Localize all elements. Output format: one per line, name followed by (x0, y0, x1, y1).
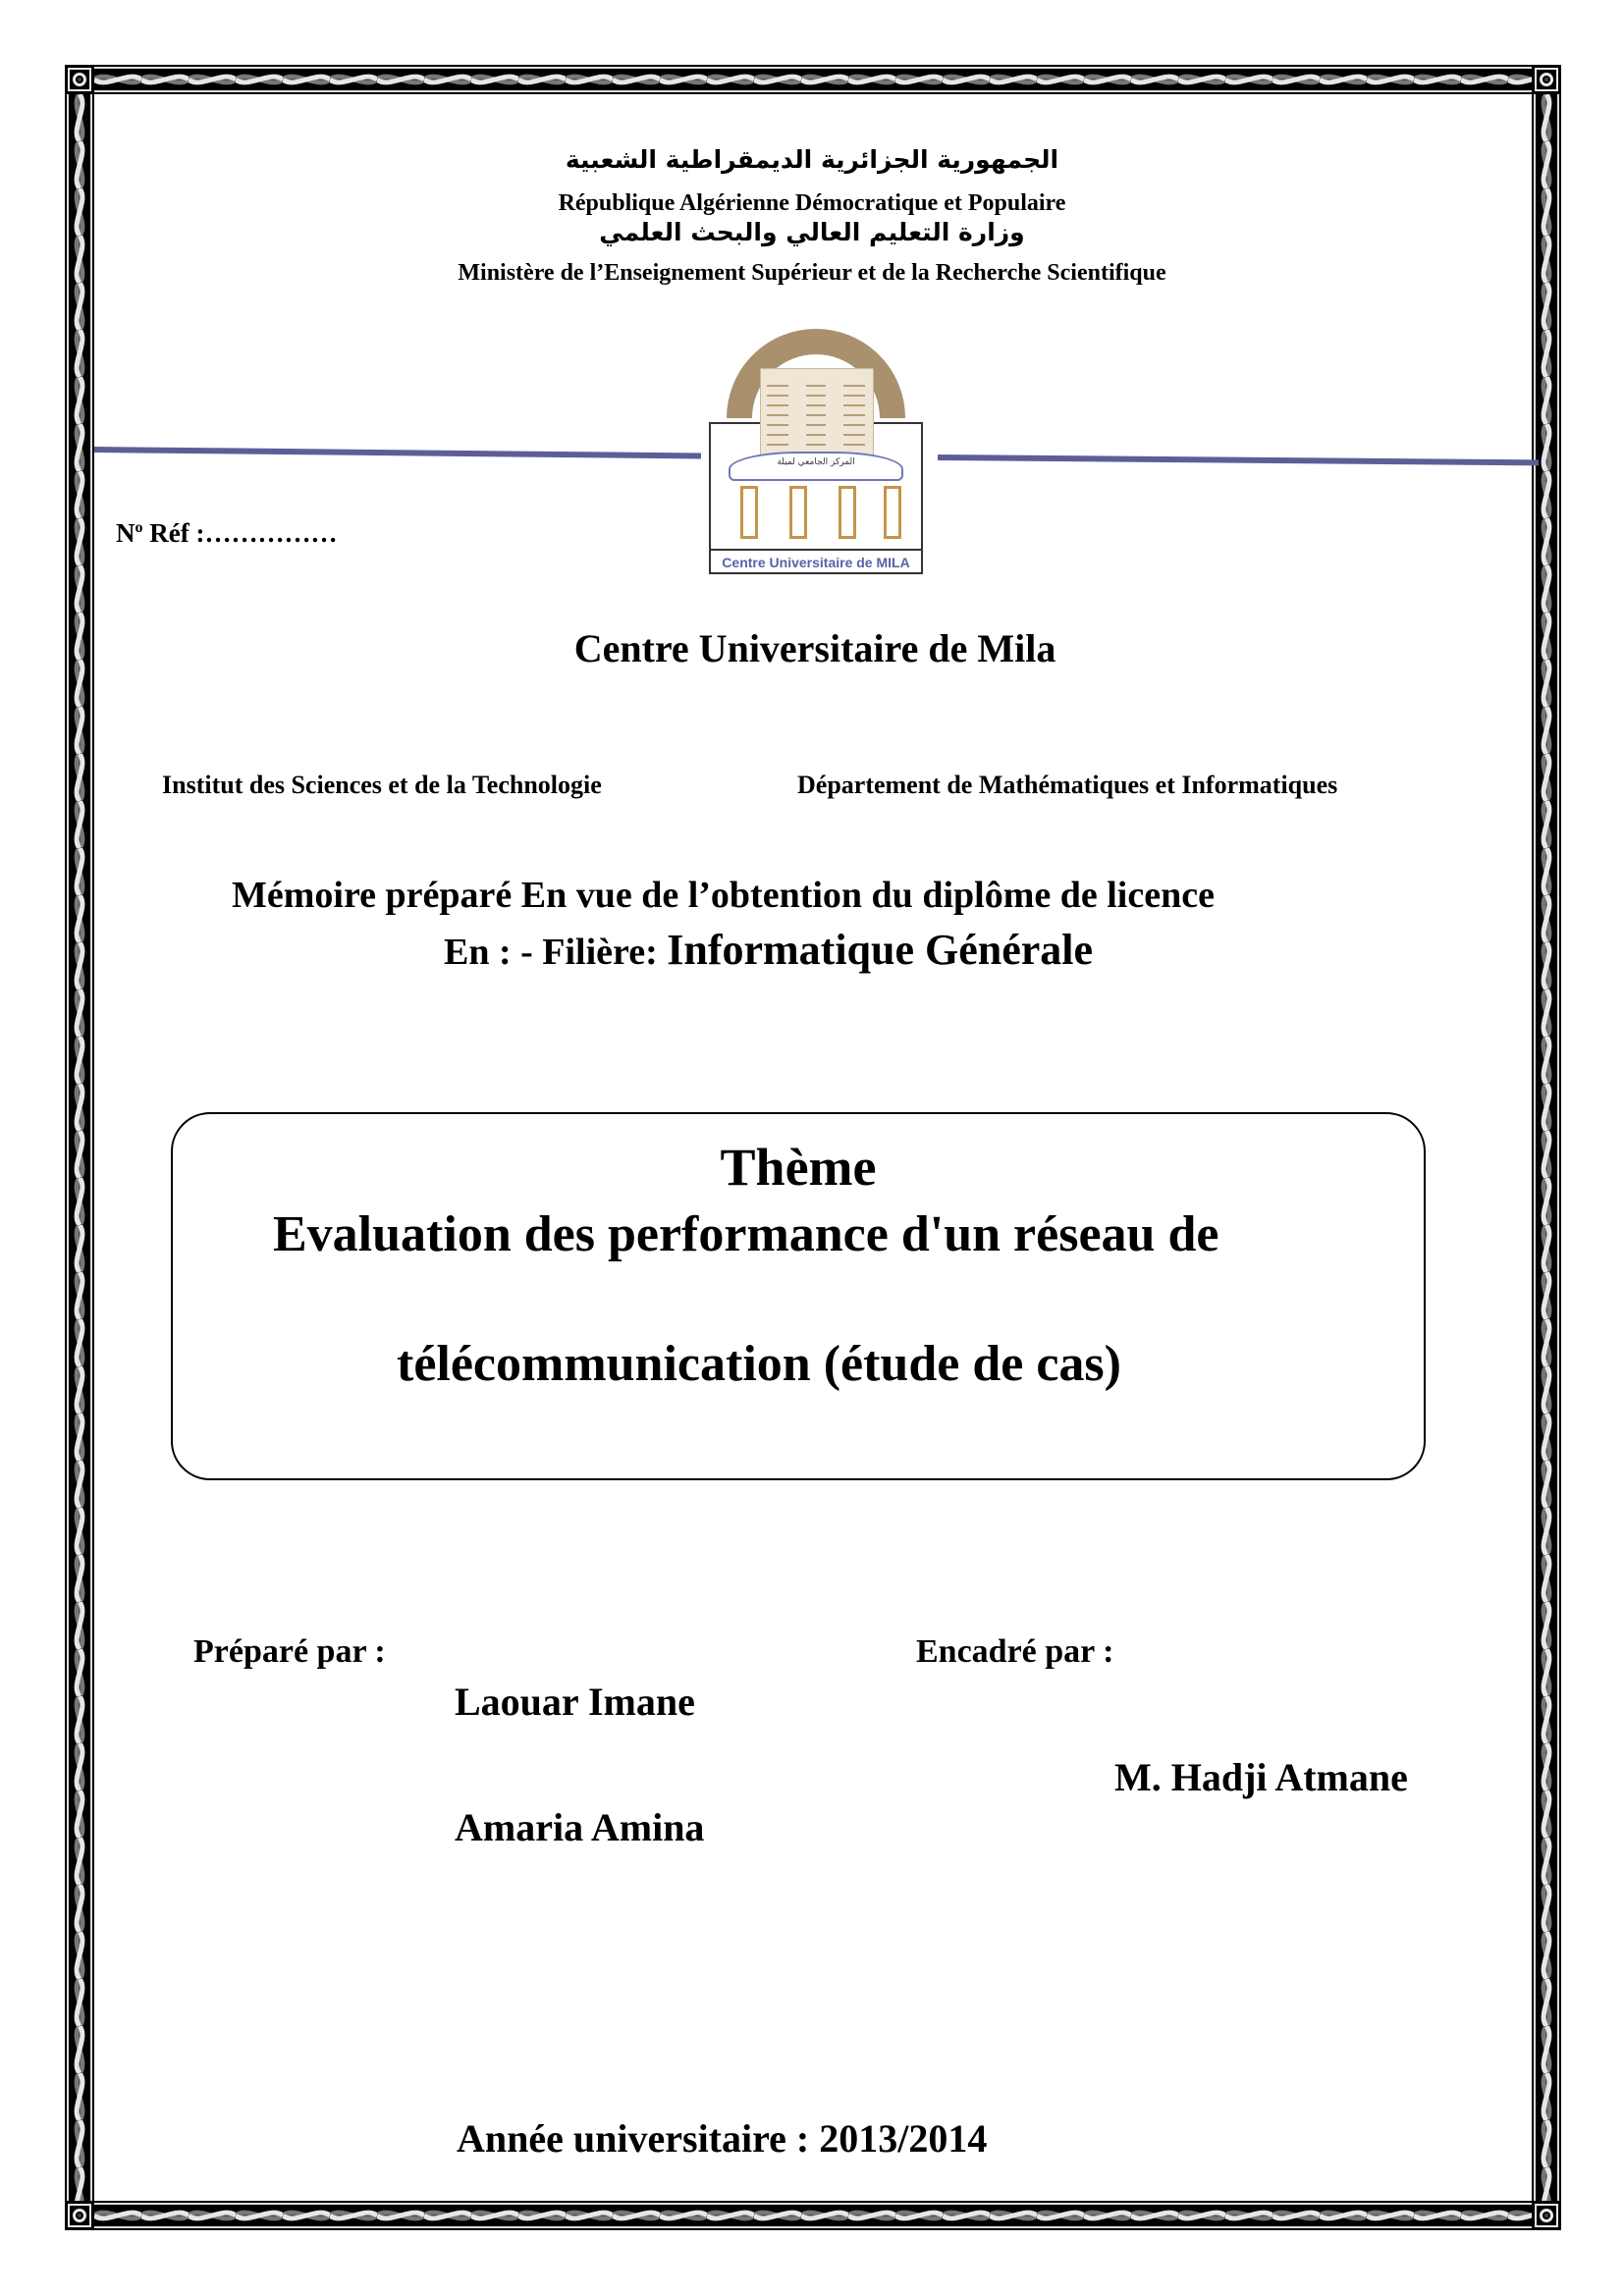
student-name: Laouar Imane (455, 1680, 695, 1724)
logo-pillar (789, 486, 807, 539)
logo-caption: Centre Universitaire de MILA (711, 549, 921, 574)
border-top (94, 65, 1532, 94)
supervisor-name: M. Hadji Atmane (1114, 1755, 1408, 1799)
degree-line-1: Mémoire préparé En vue de l’obtention du diplôme de licence (232, 875, 1215, 916)
logo-pillar (839, 486, 856, 539)
braid-pattern-bottom (94, 2201, 1532, 2230)
border-corner-ornament (65, 65, 94, 94)
institute-name: Institut des Sciences et de la Technologie (162, 771, 602, 799)
logo-open-book (729, 452, 903, 481)
theme-title-line-1: Evaluation des performance d'un réseau de (273, 1206, 1219, 1262)
degree-line-2 (444, 925, 1093, 975)
header-arabic-ministry: وزارة التعليم العالي والبحث العلمي (599, 218, 1025, 246)
reference-label-rest: Réf :…………… (142, 518, 338, 548)
logo-pillar (740, 486, 758, 539)
university-logo (709, 329, 925, 576)
institution-name: Centre Universitaire de Mila (573, 626, 1056, 670)
theme-title-line-2: télécommunication (étude de cas) (397, 1336, 1121, 1392)
logo-pillar (884, 486, 901, 539)
reference-label-sup: o (135, 519, 143, 536)
border-bottom (94, 2201, 1532, 2230)
reference-number (116, 518, 337, 549)
logo-arabic-caption: المركز الجامعي لميلة (777, 457, 855, 467)
theme-label: Thème (720, 1138, 877, 1197)
braid-pattern-top (94, 65, 1532, 94)
border-corner-ornament (1532, 65, 1561, 94)
student-name: Amaria Amina (455, 1805, 705, 1849)
logo-building (760, 368, 874, 458)
degree-field: Informatique Générale (667, 926, 1094, 974)
supervised-by-label: Encadré par : (916, 1633, 1114, 1670)
academic-year: Année universitaire : 2013/2014 (457, 2116, 988, 2161)
header-republic: République Algérienne Démocratique et Populaire (558, 190, 1066, 216)
reference-label-prefix: N (116, 518, 135, 548)
border-corner-ornament (1532, 2201, 1561, 2230)
prepared-by-label: Préparé par : (193, 1633, 386, 1670)
border-corner-ornament (65, 2201, 94, 2230)
degree-field-prefix: En : - Filière: (444, 932, 668, 973)
department-name: Département de Mathématiques et Informatiques (797, 771, 1338, 799)
header-arabic-republic: الجمهورية الجزائرية الديمقراطية الشعبية (565, 145, 1059, 174)
header-ministry: Ministère de l’Enseignement Supérieur et de la Recherche Scientifique (458, 260, 1166, 286)
